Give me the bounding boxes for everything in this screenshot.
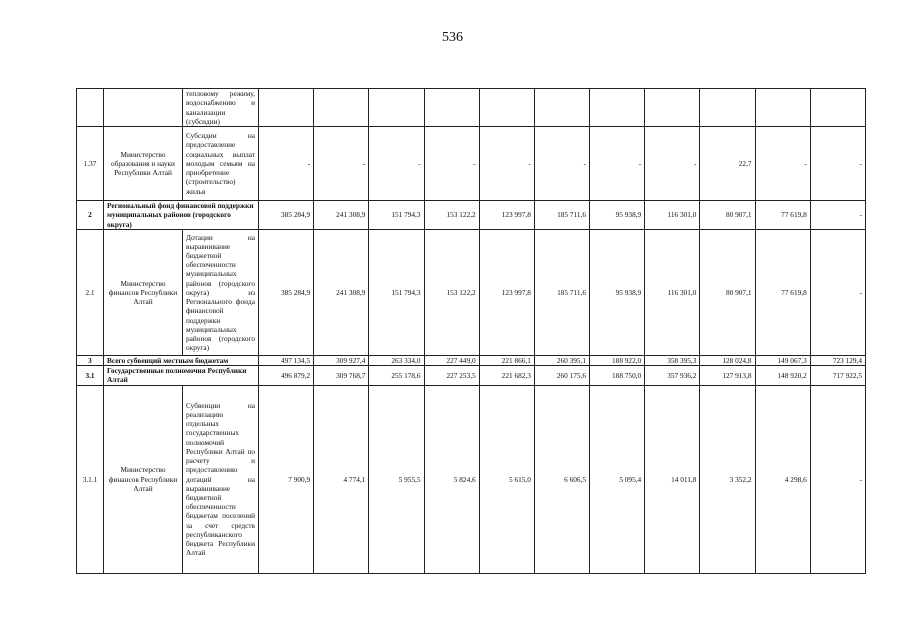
row-description: [183, 230, 259, 356]
row-number: 2: [77, 201, 104, 230]
value-cell: 496 879,2: [259, 366, 314, 385]
value-cell: [424, 89, 479, 127]
value-cell: 227 253,5: [424, 366, 479, 385]
row-agency: Министерство финансов Республики Алтай: [104, 230, 183, 356]
section-title: Всего субвенций местным бюджетам: [104, 356, 259, 366]
value-cell: -: [810, 385, 865, 573]
table-row: [77, 230, 866, 356]
value-cell: 185 711,6: [534, 230, 589, 356]
value-cell: 5 095,4: [590, 385, 645, 573]
value-cell: -: [590, 127, 645, 201]
value-cell: [590, 89, 645, 127]
page-number: 536: [442, 30, 463, 45]
table-row-section: [77, 356, 866, 366]
value-cell: 723 129,4: [810, 356, 865, 366]
value-cell: 309 927,4: [314, 356, 369, 366]
value-cell: [755, 89, 810, 127]
value-cell: 717 922,5: [810, 366, 865, 385]
value-cell: 77 619,8: [755, 201, 810, 230]
value-cell: -: [369, 127, 424, 201]
value-cell: 221 682,3: [479, 366, 534, 385]
value-cell: 385 284,9: [259, 230, 314, 356]
value-cell: [700, 89, 755, 127]
value-cell: -: [534, 127, 589, 201]
value-cell: -: [810, 127, 865, 201]
value-cell: 95 938,9: [590, 230, 645, 356]
value-cell: [534, 89, 589, 127]
value-cell: 221 866,1: [479, 356, 534, 366]
value-cell: 255 178,6: [369, 366, 424, 385]
value-cell: 153 122,2: [424, 201, 479, 230]
row-description-text: Субвенции на реализацию отдельных государственных полномочий Республики Алтай по расчету и предоставлению дотаций на выравнивание бюджетной обеспеченности бюджетам поселений за счет средств республиканского бюджета Республики Алтай: [186, 400, 255, 558]
row-number: 3.1.1: [77, 385, 104, 573]
value-cell: 3 352,2: [700, 385, 755, 573]
row-agency: Министерство финансов Республики Алтай: [104, 385, 183, 573]
value-cell: 14 011,8: [645, 385, 700, 573]
value-cell: 241 308,9: [314, 230, 369, 356]
table-row: [77, 89, 866, 127]
value-cell: 188 750,0: [590, 366, 645, 385]
value-cell: 385 284,9: [259, 201, 314, 230]
value-cell: 188 922,0: [590, 356, 645, 366]
value-cell: 497 134,5: [259, 356, 314, 366]
value-cell: -: [810, 230, 865, 356]
table-row-section: [77, 201, 866, 230]
value-cell: 123 997,8: [479, 230, 534, 356]
value-cell: -: [755, 127, 810, 201]
value-cell: 260 395,1: [534, 356, 589, 366]
value-cell: [810, 89, 865, 127]
value-cell: -: [259, 127, 314, 201]
value-cell: 263 334,0: [369, 356, 424, 366]
row-description-text: Субсидии на предоставление социальных выплат молодым семьям на приобретение (строительство) жилья: [186, 131, 255, 196]
row-number: [77, 89, 104, 127]
row-number: 3: [77, 356, 104, 366]
value-cell: 4 298,6: [755, 385, 810, 573]
budget-table: [76, 88, 866, 574]
row-number: 3.1: [77, 366, 104, 385]
value-cell: 357 936,2: [645, 366, 700, 385]
value-cell: [314, 89, 369, 127]
value-cell: 358 395,3: [645, 356, 700, 366]
value-cell: 77 619,8: [755, 230, 810, 356]
value-cell: -: [424, 127, 479, 201]
value-cell: 5 824,6: [424, 385, 479, 573]
value-cell: 22,7: [700, 127, 755, 201]
table-row: [77, 385, 866, 573]
table-row: [77, 127, 866, 201]
row-description: [183, 127, 259, 201]
value-cell: 151 794,3: [369, 201, 424, 230]
value-cell: 95 938,9: [590, 201, 645, 230]
value-cell: 260 175,6: [534, 366, 589, 385]
section-title: Государственные полномочия Республики Алтай: [104, 366, 259, 385]
value-cell: 241 308,9: [314, 201, 369, 230]
section-title: Региональный фонд финансовой поддержки муниципальных районов (городского округа): [104, 201, 259, 230]
value-cell: [259, 89, 314, 127]
value-cell: 5 615,0: [479, 385, 534, 573]
value-cell: 7 900,9: [259, 385, 314, 573]
value-cell: 4 774,1: [314, 385, 369, 573]
value-cell: -: [645, 127, 700, 201]
value-cell: [645, 89, 700, 127]
value-cell: [369, 89, 424, 127]
row-agency: Министерство образования и науки Республики Алтай: [104, 127, 183, 201]
table-row-section: [77, 366, 866, 385]
value-cell: 128 024,8: [700, 356, 755, 366]
value-cell: -: [314, 127, 369, 201]
value-cell: 227 449,0: [424, 356, 479, 366]
value-cell: 185 711,6: [534, 201, 589, 230]
row-description: [183, 89, 259, 127]
value-cell: 116 301,0: [645, 230, 700, 356]
value-cell: 148 920,2: [755, 366, 810, 385]
value-cell: 153 122,2: [424, 230, 479, 356]
value-cell: [479, 89, 534, 127]
row-description: [183, 385, 259, 573]
value-cell: 80 907,1: [700, 230, 755, 356]
value-cell: 6 606,5: [534, 385, 589, 573]
row-description-text: тепловому режиму, водоснабжению и канализации (субсидии): [186, 89, 255, 126]
row-description-text: Дотации на выравнивание бюджетной обеспеченности муниципальных районов (городского округа) из Регионального фонда финансовой поддержки муниципальных районов (городского округа): [186, 232, 255, 353]
value-cell: 149 067,3: [755, 356, 810, 366]
value-cell: 151 794,3: [369, 230, 424, 356]
value-cell: 309 768,7: [314, 366, 369, 385]
value-cell: -: [479, 127, 534, 201]
value-cell: 123 997,8: [479, 201, 534, 230]
value-cell: 116 301,0: [645, 201, 700, 230]
row-number: 1.37: [77, 127, 104, 201]
value-cell: 127 913,8: [700, 366, 755, 385]
row-agency: [104, 89, 183, 127]
value-cell: 5 955,5: [369, 385, 424, 573]
row-number: 2.1: [77, 230, 104, 356]
value-cell: -: [810, 201, 865, 230]
value-cell: 80 907,1: [700, 201, 755, 230]
